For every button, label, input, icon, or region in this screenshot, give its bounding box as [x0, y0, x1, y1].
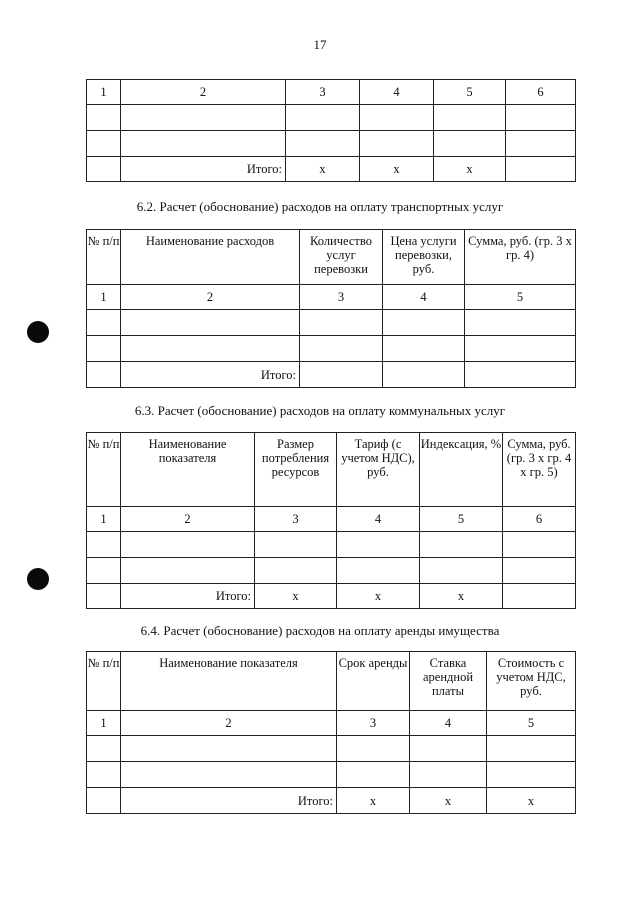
table-cell: 3: [300, 285, 383, 310]
table-cell: 4: [337, 507, 420, 532]
total-label: Итого:: [121, 788, 337, 814]
table-cell: 5: [434, 80, 506, 105]
total-row: [87, 362, 576, 388]
column-header: № п/п: [87, 230, 121, 285]
total-mark: x: [337, 584, 420, 609]
total-label: Итого:: [121, 157, 286, 182]
section-heading-rent: 6.4. Расчет (обоснование) расходов на оплату аренды имущества: [140, 623, 500, 638]
table-number-row: [87, 711, 576, 736]
total-row: [87, 788, 576, 814]
column-header: № п/п: [87, 652, 121, 711]
table-cell: 3: [337, 711, 410, 736]
column-header: Наименование показателя: [121, 433, 255, 507]
table-cell: 5: [465, 285, 576, 310]
table-cell: 1: [87, 507, 121, 532]
punch-hole-mark: [27, 568, 49, 590]
punch-hole-mark: [27, 321, 49, 343]
total-label: Итого:: [121, 584, 255, 609]
table-cell: 5: [420, 507, 503, 532]
table-cell: 2: [121, 80, 286, 105]
table-cell: 5: [487, 711, 576, 736]
column-header: Тариф (с учетом НДС), руб.: [337, 433, 420, 507]
table-row: [87, 105, 576, 131]
table-header-row: [87, 433, 576, 507]
table-cell: 1: [87, 711, 121, 736]
total-row: [87, 157, 576, 182]
table-number-row: [87, 507, 576, 532]
column-header: Индексация, %: [420, 433, 503, 507]
table-row: [87, 736, 576, 762]
total-mark: x: [410, 788, 487, 814]
table-cell: 2: [121, 711, 337, 736]
table-cell: 2: [121, 507, 255, 532]
column-header: Наименование расходов: [121, 230, 300, 285]
page-number: 17: [313, 37, 327, 52]
table-number-row: [87, 285, 576, 310]
column-header: Сумма, руб. (гр. 3 х гр. 4): [465, 230, 576, 285]
column-header: Размер потребления ресурсов: [255, 433, 337, 507]
table-header-row: [87, 652, 576, 711]
column-header: Наименование показателя: [121, 652, 337, 711]
column-header: Стоимость с учетом НДС, руб.: [487, 652, 576, 711]
table-cell: 4: [383, 285, 465, 310]
total-mark: x: [434, 157, 506, 182]
column-header: № п/п: [87, 433, 121, 507]
table-cell: 2: [121, 285, 300, 310]
table-row: [87, 762, 576, 788]
table-cell: 3: [255, 507, 337, 532]
utilities-table: [86, 432, 576, 609]
table-cell: 6: [506, 80, 576, 105]
table-header-row: [87, 230, 576, 285]
column-header: Цена услуги перевозки, руб.: [383, 230, 465, 285]
table-number-row: [87, 80, 576, 105]
table-cell: 6: [503, 507, 576, 532]
transport-services-table: [86, 229, 576, 388]
continued-table: [86, 79, 576, 182]
column-header: Ставка арендной платы: [410, 652, 487, 711]
table-row: [87, 558, 576, 584]
property-rent-table: [86, 651, 576, 814]
table-row: [87, 131, 576, 157]
total-mark: x: [337, 788, 410, 814]
total-label: Итого:: [121, 362, 300, 388]
table-cell: 4: [360, 80, 434, 105]
table-cell: 1: [87, 285, 121, 310]
total-mark: x: [420, 584, 503, 609]
section-heading-transport: 6.2. Расчет (обоснование) расходов на оплату транспортных услуг: [136, 199, 504, 214]
total-row: [87, 584, 576, 609]
column-header: Сумма, руб. (гр. 3 х гр. 4 х гр. 5): [503, 433, 576, 507]
total-mark: x: [487, 788, 576, 814]
section-heading-utilities: 6.3. Расчет (обоснование) расходов на оплату коммунальных услуг: [134, 403, 506, 418]
column-header: Срок аренды: [337, 652, 410, 711]
total-mark: x: [255, 584, 337, 609]
total-mark: x: [360, 157, 434, 182]
total-mark: x: [286, 157, 360, 182]
table-row: [87, 310, 576, 336]
column-header: Количество услуг перевозки: [300, 230, 383, 285]
table-row: [87, 532, 576, 558]
table-row: [87, 336, 576, 362]
table-cell: 1: [87, 80, 121, 105]
table-cell: 4: [410, 711, 487, 736]
table-cell: 3: [286, 80, 360, 105]
